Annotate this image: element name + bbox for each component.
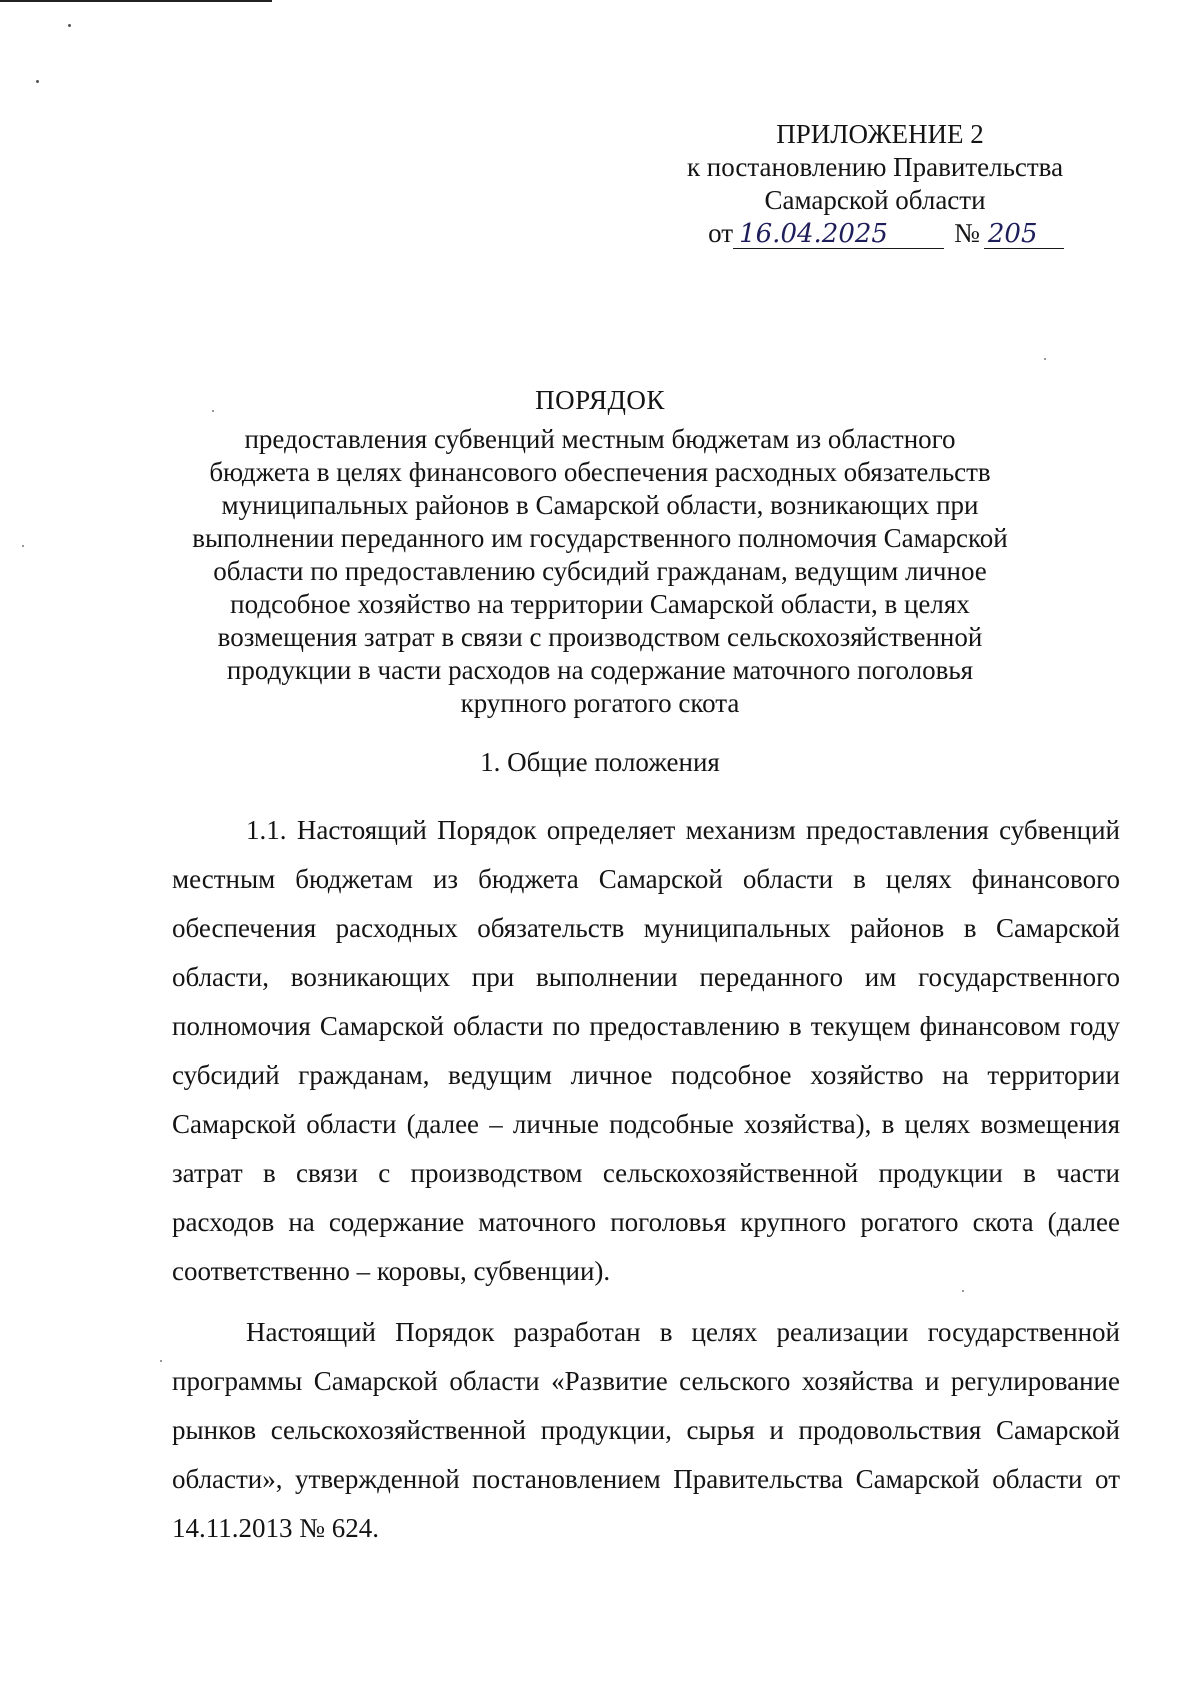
handwritten-date: 16.04.2025	[733, 220, 944, 249]
subtitle-line: крупного рогатого скота	[460, 688, 740, 718]
scan-speck	[68, 24, 71, 27]
subtitle-line: подсобное хозяйство на территории Самарской области, в целях	[230, 589, 970, 619]
appendix-header	[640, 118, 1110, 250]
subtitle-line: предоставления субвенций местным бюджетам из областного	[244, 424, 956, 454]
number-sign: №	[954, 218, 980, 248]
scan-edge-line	[0, 0, 272, 2]
section-heading: 1. Общие положения	[480, 747, 720, 777]
subtitle-line: продукции в части расходов на содержание маточного поголовья	[226, 655, 974, 685]
document-title-block	[150, 384, 1050, 720]
document-title: ПОРЯДОК	[535, 385, 665, 415]
subtitle-line: выполнении переданного им государственного полномочия Самарской	[192, 523, 1008, 553]
paragraph: Настоящий Порядок разработан в целях реализации государственной программы Самарской области «Развитие сельского хозяйства и регулирование рынков сельскохозяйственной продукции, сырья и продовольствия Самарской области», утвержденной постановлением Правительства Самарской области от 14.11.2013 № 624.	[172, 1317, 1120, 1543]
paragraph: 1.1. Настоящий Порядок определяет механизм предоставления субвенций местным бюджетам из бюджета Самарской области в целях финансового обеспечения расходных обязательств муниципальных районов в Самарской области, возникающих при выполнении переданного им государственного полномочия Самарской области по предоставлению в текущем финансовом году субсидий гражданам, ведущим личное подсобное хозяйство на территории Самарской области (далее – личные подсобные хозяйства), в целях возмещения затрат в связи с производством сельскохозяйственной продукции в части расходов на содержание маточного поголовья крупного рогатого скота (далее соответственно – коровы, субвенции).	[172, 815, 1120, 1286]
appendix-date-row	[662, 217, 1110, 250]
subtitle-line: бюджета в целях финансового обеспечения расходных обязательств	[209, 457, 991, 487]
scan-speck	[160, 1360, 162, 1362]
appendix-reference: к постановлению Правительства	[686, 152, 1064, 182]
scan-speck	[22, 545, 24, 547]
handwritten-number: 205	[984, 220, 1064, 249]
date-prefix: от	[708, 218, 734, 248]
subtitle-line: области по предоставлению субсидий гражданам, ведущим личное	[213, 556, 987, 586]
subtitle-line: возмещения затрат в связи с производством сельскохозяйственной	[217, 622, 983, 652]
scan-speck	[36, 80, 39, 83]
subtitle-line: муниципальных районов в Самарской области, возникающих при	[221, 490, 979, 520]
appendix-title: ПРИЛОЖЕНИЕ 2	[776, 119, 984, 149]
section-body	[172, 806, 1120, 1565]
scan-speck	[1044, 358, 1046, 360]
appendix-region: Самарской области	[764, 185, 986, 215]
